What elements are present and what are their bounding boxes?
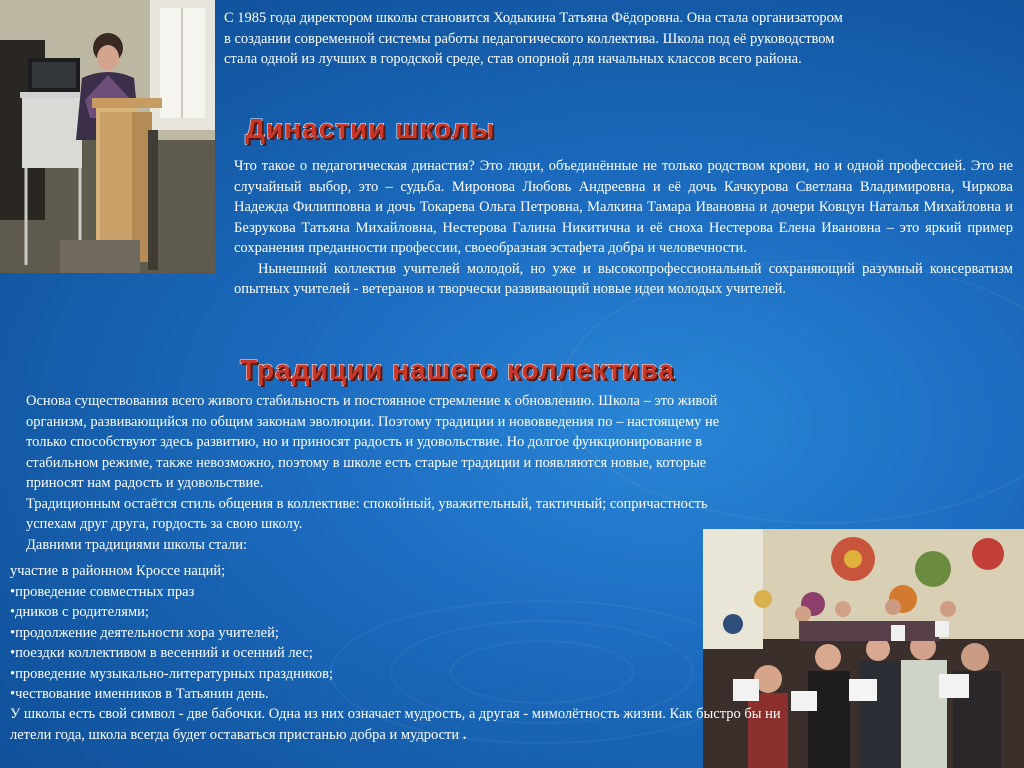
closing-text — [10, 704, 950, 745]
list-item: •поездки коллективом в весенний и осенний лес; — [10, 645, 313, 661]
dynasties-heading: Династии школы — [245, 113, 496, 144]
traditions-line: Традиционным остаётся стиль общения в коллективе: спокойный, уважительный, тактичный; сопричастность — [26, 495, 708, 512]
dynasties-text — [234, 156, 1013, 300]
list-item: •проведение совместных праз — [10, 583, 195, 600]
list-item: •продолжение деятельности хора учителей; — [10, 624, 279, 641]
traditions-line: Давними традициями школы стали: — [26, 536, 248, 553]
intro-line: стала одной из лучших в городской среде, став опорной для начальных классов всего района. — [224, 51, 802, 67]
closing-dot: . — [462, 726, 467, 743]
list-item: •чествование именников в Татьянин день. — [10, 686, 269, 702]
traditions-line: приносят нам радость и удовольствие. — [26, 475, 264, 491]
traditions-line: Основа существования всего живого стабильность и постоянное стремление к обновлению. Школа – это живой — [26, 393, 718, 409]
list-item: •дников с родителями; — [10, 604, 149, 620]
closing-line — [10, 725, 950, 746]
closing-line-text: летели года, школа всегда будет оставаться пристанью добра и мудрости — [10, 726, 460, 743]
traditions-line: стабильном режиме, также невозможно, поэтому в школе есть старые традиции и появляются новые, которые — [26, 454, 707, 471]
list-item: участие в районном Кроссе наций; — [10, 563, 226, 579]
list-item: •проведение музыкально-литературных праздников; — [10, 665, 334, 682]
director-photo — [0, 0, 215, 273]
traditions-line: успехам друг друга, гордость за свою школу. — [26, 516, 303, 532]
closing-line: У школы есть свой символ - две бабочки. Одна из них означает мудрость, а другая - мимолётность жизни. Как быстро бы ни — [10, 706, 781, 722]
dynasties-paragraph: Нынешний коллектив учителей молодой, но уже и высокопрофессиональный сохраняющий разумный консерватизм опытных учителей - ветеранов и творчески развивающий новые идеи молодых учителей. — [234, 260, 1013, 297]
traditions-line: только способствуют здесь развитию, но и приносят радость и удовольствие. Но долгое функционирование в — [26, 434, 703, 450]
dynasties-paragraph: Что такое о педагогическая династия? Это люди, объединённые не только родством крови, но и одной профессией. Это не случайный выбор, это – судьба. Миронова Любовь Андреевна и её дочь Качкурова Светлана Владимировна, Чиркова Надежда Филипповна и дочь Токарева Ольга Петровна, Малкина Тамара Ивановна и дочери Ковцун Наталья Михайловна и Безрукова Татьяна Михайловна, Нестерова Галина Никитична и её сноха Нестерова Елена Ивановна – это яркий пример сохранения преданности профессии, своеобразная эстафета добра и человечности. — [234, 158, 1013, 256]
intro-text — [224, 8, 1014, 70]
traditions-line: организм, развивающийся по общим законам эволюции. Поэтому традиции и нововведения по – настоящему не — [26, 413, 720, 430]
traditions-heading: Традиции нашего коллектива — [240, 354, 675, 385]
intro-line: С 1985 года директором школы становится Ходыкина Татьяна Фёдоровна. Она стала организатором — [224, 10, 843, 26]
intro-line: в создании современной системы работы педагогического коллектива. Школа под её руководством — [224, 30, 835, 47]
traditions-list — [10, 561, 700, 705]
